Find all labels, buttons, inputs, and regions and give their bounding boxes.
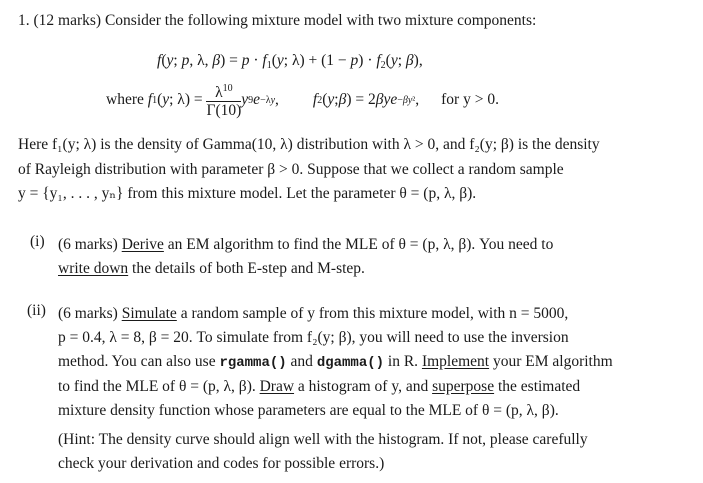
part-ii-label: (ii) — [27, 302, 46, 319]
part-i-label: (i) — [30, 233, 45, 250]
domain-condition: for y > 0. — [441, 91, 499, 108]
description-line: of Rayleigh distribution with parameter β > 0. Suppose that we collect a random sample — [18, 160, 564, 178]
model-description — [18, 133, 684, 207]
derive-keyword: Derive — [121, 236, 164, 253]
part-i-marks: (6 marks) — [58, 236, 118, 253]
dgamma-code: dgamma() — [316, 355, 385, 371]
write-down-keyword: write down — [58, 260, 129, 277]
hint-text: (Hint: The density curve should align well with the histogram. If not, please carefully check your derivation and codes for possible errors.) — [58, 431, 588, 472]
simulate-keyword: Simulate — [121, 305, 177, 322]
description-line: y = {y₁, . . . , yₙ} from this mixture model. Let the parameter θ = (p, λ, β). — [18, 185, 477, 202]
component-densities: where f 1 ( y ; λ) = $\frac{\lambda^{10}}{\Gamma(10)}$ y 9 e −λy , f 2 ( y ; β ) = 2 βye −βy² , for y > 0. — [106, 83, 499, 119]
part-ii-text: (6 marks) Simulate a random sample of y from this mixture model, with n = 5000, p = 0.4, λ = 8, β = 20. To simulate from f₂(y; β), you will need to use the inversion method. You can also use rgamma() and dgamma() in R. Implement your EM algorithm to find the MLE of θ = (p, λ, β). Draw a histogram of y, and superpose the estimated mixture density function whose parameters are equal to the MLE of θ = (p, λ, β). — [58, 305, 613, 419]
superpose-keyword: superpose — [432, 378, 495, 395]
part-i-text: (6 marks) Derive an EM algorithm to find the MLE of θ = (p, λ, β). You need to write down the details of both E-step and M-step. — [58, 236, 554, 277]
mixture-equation: f(y; p, λ, $\beta) = p \cdot f_1(y$; $\lambda) + (1 - p) \cdot f_2(y$; β), — [157, 52, 423, 71]
draw-keyword: Draw — [259, 378, 295, 395]
question-heading: 1. (12 marks) Consider the following mixture model with two mixture components: — [18, 12, 537, 29]
description-line: Here f₁(y; λ) is the density of Gamma(10, λ) distribution with λ > 0, and f₂(y; β) is the density — [18, 136, 600, 153]
rgamma-code: rgamma() — [219, 355, 287, 371]
implement-keyword: Implement — [421, 353, 490, 370]
where-label: where — [106, 91, 144, 108]
part-ii-marks: (6 marks) — [58, 305, 118, 322]
gamma-fraction: $\frac{\lambda^{10}}{\Gamma(10)}$ — [206, 83, 242, 119]
